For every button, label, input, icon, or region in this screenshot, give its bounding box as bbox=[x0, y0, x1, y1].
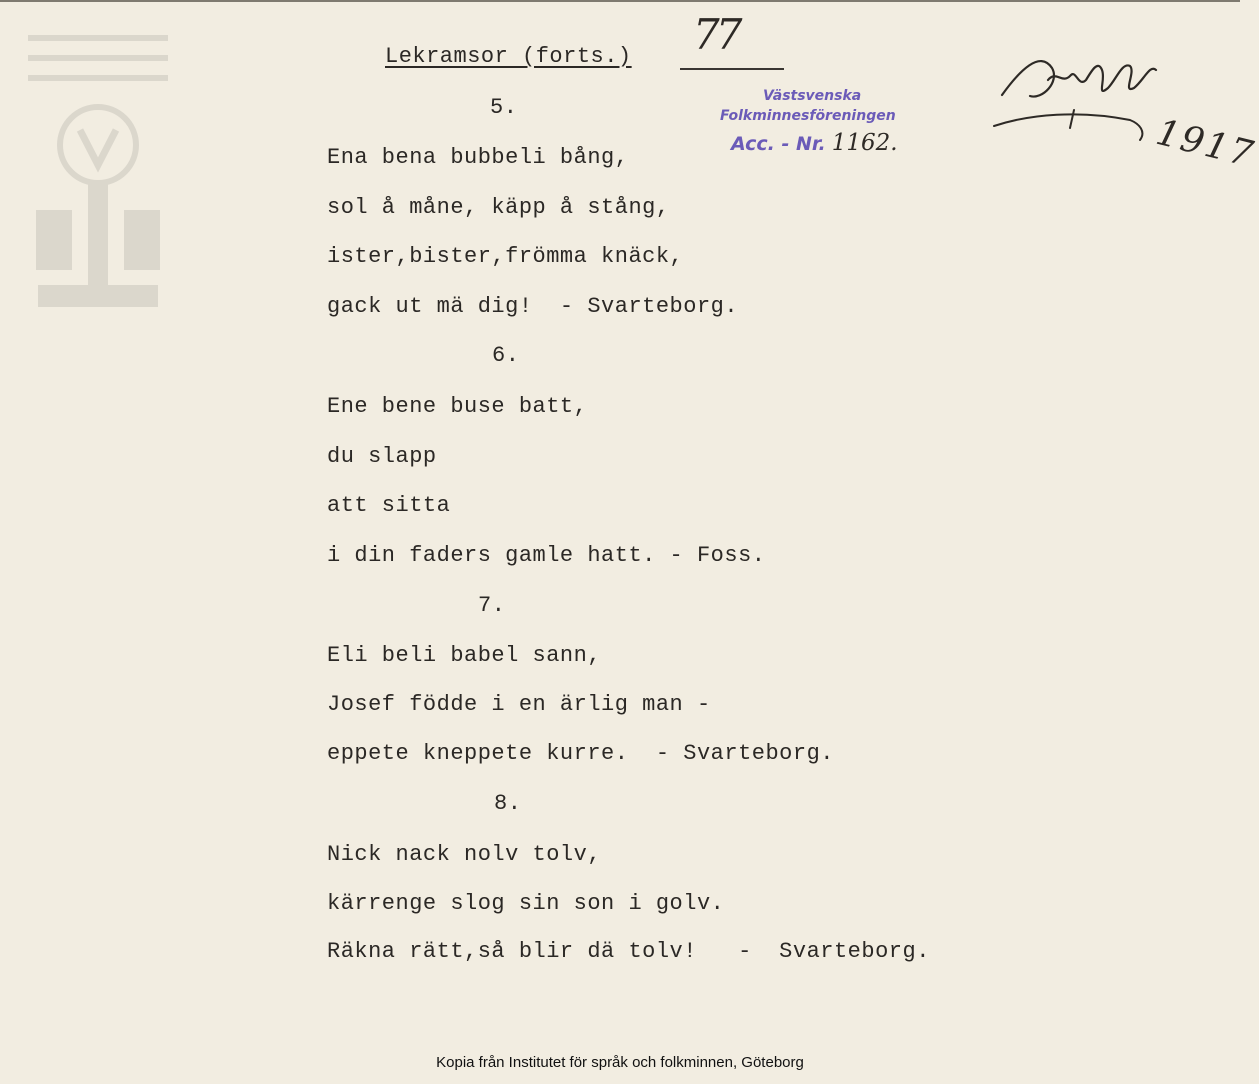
verse-line: i din faders gamle hatt. - Foss. bbox=[327, 543, 766, 568]
stamp-acc-number: 1162. bbox=[831, 130, 898, 156]
verse-line: kärrenge slog sin son i golv. bbox=[327, 891, 725, 916]
verse-line: Eli beli babel sann, bbox=[327, 643, 602, 668]
verse-line: Räkna rätt,så blir dä tolv! - Svarteborg. bbox=[327, 939, 930, 964]
section-number: 8. bbox=[494, 791, 522, 816]
verse-line: att sitta bbox=[327, 493, 451, 518]
top-edge-line bbox=[0, 0, 1240, 2]
verse-line: ister,bister,frömma knäck, bbox=[327, 244, 684, 269]
watermark-logo bbox=[28, 30, 168, 330]
handwritten-year: 1917 bbox=[1152, 112, 1259, 176]
copyright-footer: Kopia från Institutet för språk och folkminnen, Göteborg bbox=[436, 1054, 804, 1071]
page-heading: Lekramsor (forts.) bbox=[385, 44, 632, 69]
stamp-line-1: Västsvenska bbox=[763, 88, 862, 104]
verse-line: Nick nack nolv tolv, bbox=[327, 842, 602, 867]
watermark-logo-icon bbox=[28, 30, 168, 330]
verse-line: eppete kneppete kurre. - Svarteborg. bbox=[327, 741, 834, 766]
verse-line: gack ut mä dig! - Svarteborg. bbox=[327, 294, 739, 319]
verse-line: Josef födde i en ärlig man - bbox=[327, 692, 711, 717]
verse-line: Ene bene buse batt, bbox=[327, 394, 588, 419]
stamp-line-2: Folkminnesföreningen bbox=[720, 108, 896, 124]
verse-line: sol å måne, käpp å stång, bbox=[327, 195, 670, 220]
handwritten-page-number: 77 bbox=[693, 10, 739, 59]
archive-stamp bbox=[715, 86, 920, 166]
section-number: 7. bbox=[478, 593, 506, 618]
stamp-acc-row bbox=[731, 130, 898, 156]
section-number: 5. bbox=[490, 95, 518, 120]
page-number-underline bbox=[680, 68, 784, 70]
verse-line: Ena bena bubbeli bång, bbox=[327, 145, 629, 170]
verse-line: du slapp bbox=[327, 444, 437, 469]
section-number: 6. bbox=[492, 343, 520, 368]
stamp-acc-label: Acc. - Nr. bbox=[731, 133, 826, 155]
